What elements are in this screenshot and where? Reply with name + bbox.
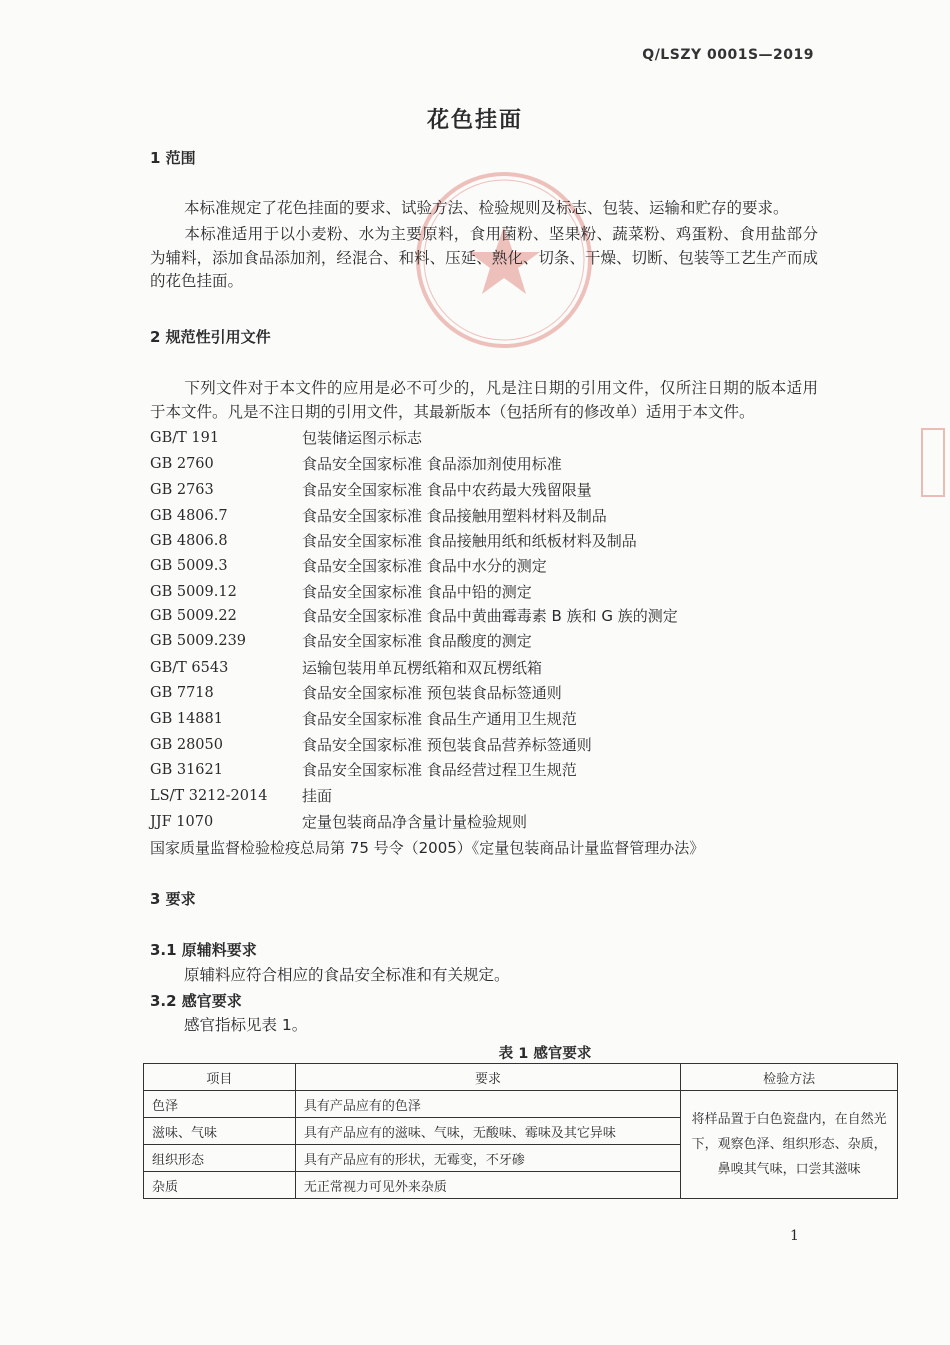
- table-row: [144, 1091, 898, 1118]
- section-2-intro: 下列文件对于本文件的应用是必不可少的，凡是注日期的引用文件，仅所注日期的版本适用于本文件。凡是不注日期的引用文件，其最新版本（包括所有的修改单）适用于本文件。: [150, 379, 818, 421]
- reference-item: [150, 757, 830, 783]
- reference-code: GB 2760: [150, 456, 214, 472]
- reference-title: 食品安全国家标准 食品中水分的测定: [302, 557, 547, 575]
- header-requirement: 要求: [295, 1064, 680, 1091]
- standard-number: Q/LSZY 0001S—2019: [642, 47, 814, 63]
- table-header-row: [144, 1064, 898, 1091]
- section-1-heading: 1 范围: [150, 149, 196, 167]
- edge-seal-mark: [918, 425, 946, 500]
- reference-item: [150, 706, 830, 732]
- reference-title: 包装储运图示标志: [302, 429, 423, 447]
- document-title: 花色挂面: [426, 108, 523, 133]
- reference-code: GB 28050: [150, 737, 223, 753]
- reference-title: 定量包装商品净含量计量检验规则: [302, 813, 528, 831]
- reference-item: [150, 783, 830, 809]
- reference-code: GB/T 6543: [150, 660, 229, 676]
- reference-code: GB 31621: [150, 762, 223, 778]
- reference-title: 食品安全国家标准 食品中黄曲霉毒素 B 族和 G 族的测定: [302, 607, 678, 625]
- reference-item: [150, 477, 830, 503]
- reference-item: [150, 603, 830, 629]
- reference-code: LS/T 3212-2014: [150, 788, 268, 804]
- reference-title: 挂面: [302, 787, 333, 805]
- reference-title: 食品安全国家标准 食品生产通用卫生规范: [302, 710, 577, 728]
- row-requirement: 无正常视力可见外来杂质: [295, 1172, 680, 1199]
- row-requirement: 具有产品应有的滋味、气味，无酸味、霉味及其它异味: [295, 1118, 680, 1145]
- reference-title: 食品安全国家标准 预包装食品营养标签通则: [302, 736, 592, 754]
- reference-code: GB 5009.239: [150, 633, 247, 649]
- reference-code: GB 5009.3: [150, 558, 228, 574]
- reference-code: GB 2763: [150, 482, 214, 498]
- reference-item: [150, 628, 830, 654]
- reference-code: GB 4806.8: [150, 533, 228, 549]
- reference-item: [150, 809, 830, 835]
- row-requirement: 具有产品应有的形状，无霉变，不牙碜: [295, 1145, 680, 1172]
- reference-code: GB 14881: [150, 711, 223, 727]
- reference-code: GB 5009.12: [150, 584, 237, 600]
- row-item: 杂质: [144, 1172, 296, 1199]
- reference-item: [150, 451, 830, 477]
- reference-code: GB 5009.22: [150, 608, 237, 624]
- reference-code: JJF 1070: [150, 814, 214, 830]
- section-3-1-heading: 3.1 原辅料要求: [150, 941, 257, 959]
- reference-code: GB 4806.7: [150, 508, 228, 524]
- row-item: 滋味、气味: [144, 1118, 296, 1145]
- sensory-requirements-table: [143, 1063, 898, 1199]
- reference-title: 食品安全国家标准 食品接触用塑料材料及制品: [302, 507, 607, 525]
- reference-title: 食品安全国家标准 食品酸度的测定: [302, 632, 532, 650]
- section-3-heading: 3 要求: [150, 890, 196, 908]
- table-caption: 表 1 感官要求: [498, 1046, 592, 1062]
- reference-code: GB 7718: [150, 685, 214, 701]
- reference-item: [150, 528, 830, 554]
- reference-title: 食品安全国家标准 食品中铅的测定: [302, 583, 532, 601]
- reference-title: 食品安全国家标准 食品添加剂使用标准: [302, 455, 562, 473]
- reference-item: [150, 680, 830, 706]
- reference-item: [150, 655, 830, 681]
- reference-item: [150, 732, 830, 758]
- page-number: 1: [790, 1228, 799, 1244]
- reference-title: 食品安全国家标准 食品中农药最大残留限量: [302, 481, 592, 499]
- row-requirement: 具有产品应有的色泽: [295, 1091, 680, 1118]
- section-1-paragraph-2: 本标准适用于以小麦粉、水为主要原料，食用菌粉、坚果粉、蔬菜粉、鸡蛋粉、食用盐部分为辅料，添加食品添加剂，经混合、和料、压延、熟化、切条、干燥、切断、包装等工艺生产而成的花色挂面。: [150, 225, 818, 290]
- section-1-paragraph-1: 本标准规定了花色挂面的要求、试验方法、检验规则及标志、包装、运输和贮存的要求。: [184, 199, 789, 217]
- reference-item: [150, 553, 830, 579]
- reference-title: 运输包装用单瓦楞纸箱和双瓦楞纸箱: [302, 659, 543, 677]
- row-item: 组织形态: [144, 1145, 296, 1172]
- section-3-1-text: 原辅料应符合相应的食品安全标准和有关规定。: [184, 966, 510, 984]
- row-item: 色泽: [144, 1091, 296, 1118]
- reference-item: [150, 425, 830, 451]
- section-2-heading: 2 规范性引用文件: [150, 328, 271, 346]
- reference-item: [150, 579, 830, 605]
- reference-title: 食品安全国家标准 食品经营过程卫生规范: [302, 761, 577, 779]
- reference-closing: 国家质量监督检验检疫总局第 75 号令（2005）《定量包装商品计量监督管理办法》: [150, 839, 705, 857]
- reference-code: GB/T 191: [150, 430, 220, 446]
- header-method: 检验方法: [681, 1064, 898, 1091]
- reference-item: [150, 503, 830, 529]
- row-method: 将样品置于白色瓷盘内，在自然光下，观察色泽、组织形态、杂质，鼻嗅其气味，口尝其滋味: [681, 1091, 898, 1199]
- header-item: 项目: [144, 1064, 296, 1091]
- reference-title: 食品安全国家标准 食品接触用纸和纸板材料及制品: [302, 532, 637, 550]
- section-3-2-text: 感官指标见表 1。: [184, 1016, 308, 1034]
- section-3-2-heading: 3.2 感官要求: [150, 992, 242, 1010]
- reference-title: 食品安全国家标准 预包装食品标签通则: [302, 684, 562, 702]
